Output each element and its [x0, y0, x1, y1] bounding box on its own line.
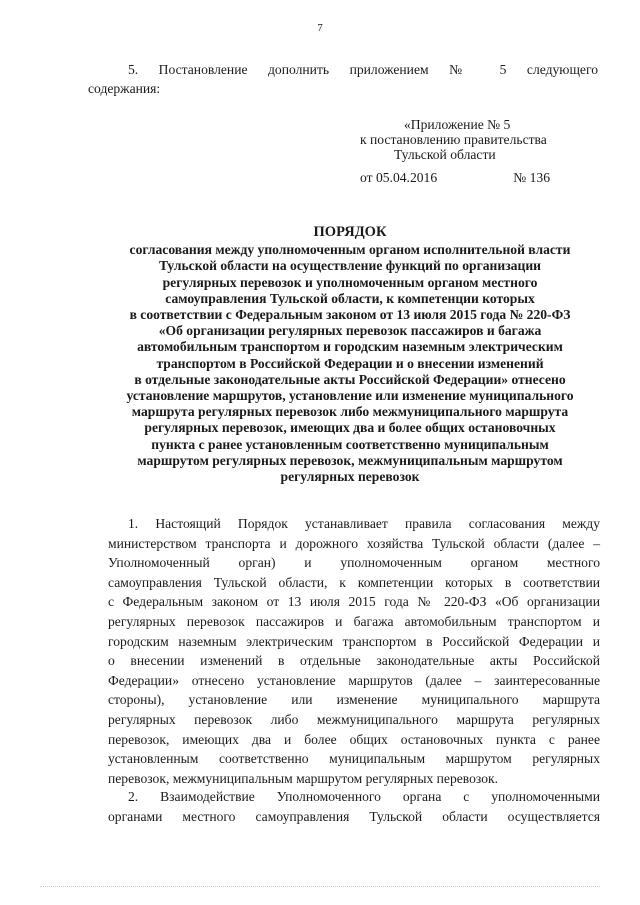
paragraph-line: городским наземным электрическим транспортом в Российской Федерации и [108, 633, 600, 649]
appendix-title: «Приложение № 5 [404, 117, 511, 132]
paragraph-line: стороны), установление или изменение муниципального маршрута [108, 692, 600, 708]
paragraph-line: министерством транспорта и дорожного хозяйства Тульской области (далее – [108, 535, 600, 551]
paragraph-line: 2. Взаимодействие Уполномоченного органа с уполномоченными [128, 789, 600, 804]
title-line: регулярных перевозок, имеющих два и более общих остановочных [144, 420, 556, 436]
paragraph-line: перевозок, межмуниципальным маршрутом регулярных перевозок. [108, 770, 499, 786]
paragraph-1 [108, 514, 600, 788]
title-line: маршрутом регулярных перевозок, межмуниципальным маршрутом [137, 452, 563, 468]
paragraph-line: 1. Настоящий Порядок устанавливает правила согласования между [128, 516, 600, 531]
date-line [360, 170, 570, 186]
title-main: ПОРЯДОК [313, 224, 387, 240]
title-line: «Об организации регулярных перевозок пассажиров и багажа [158, 323, 542, 339]
title-line: Тульской области на осуществление функций по организации [159, 258, 541, 274]
title-line: в отдельные законодательные акты Российской Федерации» отнесено [134, 371, 566, 387]
appendix-reference: к постановлению правительства [360, 132, 547, 147]
item-5-paragraph [88, 60, 598, 98]
title-line: согласования между уполномоченным органом исполнительной власти [129, 242, 571, 258]
title-line: маршрута регулярных перевозок либо межмуниципального маршрута [131, 404, 569, 420]
paragraph-line: регулярных перевозок пассажиров и багажа автомобильным транспортом и [108, 613, 600, 629]
title-line: регулярных перевозок [280, 469, 420, 485]
paragraph-line: Федерации» отнесено установление маршрутов (далее – заинтересованные [108, 672, 600, 688]
scan-artifact-line [40, 886, 600, 889]
paragraph-line: о внесении изменений в отдельные законодательные акты Российской [108, 653, 600, 669]
paragraph-line: установленным соответственно муниципальным маршрутом регулярных [108, 751, 600, 767]
title-line: самоуправления Тульской области, к компетенции которых [165, 290, 535, 306]
paragraph-line: перевозок, имеющих два и более общих остановочных пункта с ранее [108, 731, 600, 747]
title-line: регулярных перевозок и уполномоченным органом местного [162, 274, 538, 290]
title-line: в соответствии с Федеральным законом от 13 июля 2015 года № 220-ФЗ [129, 307, 571, 323]
document-title [95, 224, 605, 485]
appendix-header [360, 117, 570, 162]
paragraph-2 [108, 787, 600, 826]
document-number: № 136 [513, 170, 550, 185]
title-line: установление маршрутов, установление или изменение муниципального [126, 388, 574, 404]
paragraph-line: регулярных перевозок либо межмуниципального маршрута регулярных [108, 711, 600, 727]
item-5-line-1: 5. Постановление дополнить приложением № 5 следующего [128, 62, 598, 77]
paragraph-line: Уполномоченный орган) и уполномоченным органом местного [108, 555, 600, 571]
paragraph-line: с Федеральным законом от 13 июля 2015 года № 220-ФЗ «Об организации [108, 594, 600, 610]
document-date: от 05.04.2016 [360, 170, 438, 185]
title-line: автомобильным транспортом и городским наземным электрическим [137, 339, 563, 355]
title-line: транспортом в Российской Федерации и о внесении изменений [156, 355, 544, 371]
paragraph-line: самоуправления Тульской области, к компетенции которых в соответствии [108, 574, 600, 590]
title-line: пункта с ранее установленным соответственно муниципальным [151, 436, 549, 452]
paragraph-line: органами местного самоуправления Тульской области осуществляется [108, 808, 600, 824]
item-5-line-2: содержания: [88, 81, 161, 97]
appendix-region: Тульской области [394, 147, 496, 162]
page-number: 7 [317, 22, 323, 34]
